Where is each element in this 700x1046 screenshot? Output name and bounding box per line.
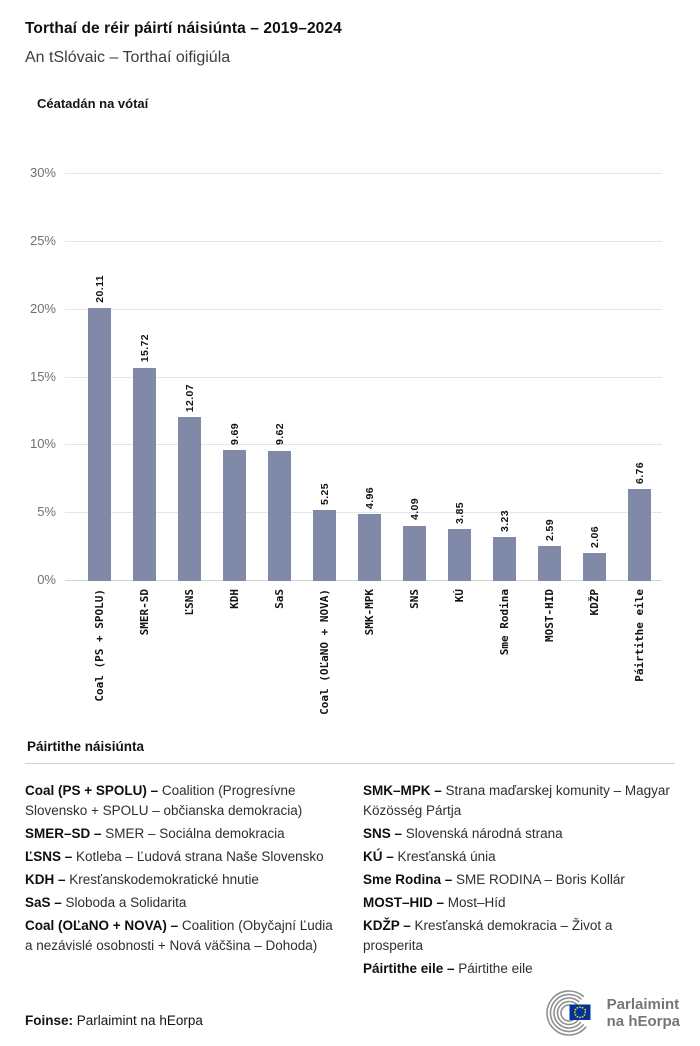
y-tick-label: 30% <box>29 165 56 180</box>
bar-value-label: 20.11 <box>93 275 106 304</box>
bar[interactable] <box>88 308 111 581</box>
party-description: SME RODINA – Boris Kollár <box>452 872 625 887</box>
party-abbreviation: SaS – <box>25 895 62 910</box>
bar-column <box>347 174 392 581</box>
legend-entry <box>25 916 337 956</box>
bar[interactable] <box>628 489 651 581</box>
legend-entry <box>363 893 675 913</box>
bar-column <box>257 174 302 581</box>
x-axis-label: Sme Rodina <box>498 589 511 656</box>
european-parliament-logo <box>544 988 680 1038</box>
bar-value-label: 2.59 <box>543 518 556 541</box>
source-value: Parlaimint na hEorpa <box>76 1013 203 1028</box>
party-legend <box>25 739 675 982</box>
bar-value-label: 4.09 <box>408 498 421 521</box>
x-axis-label: KDŽP <box>588 589 601 616</box>
bar[interactable] <box>133 368 156 581</box>
legend-entry <box>25 781 337 821</box>
x-label-cell <box>392 589 437 739</box>
legend-entry <box>25 824 337 844</box>
bar-value-label: 3.23 <box>498 510 511 533</box>
bar-column <box>122 174 167 581</box>
legend-entry <box>363 916 675 956</box>
party-abbreviation: Coal (OĽaNO + NOVA) – <box>25 918 179 933</box>
party-abbreviation: SMK–MPK – <box>363 783 442 798</box>
bar[interactable] <box>448 529 471 581</box>
x-label-cell <box>77 589 122 739</box>
party-abbreviation: SMER–SD – <box>25 826 102 841</box>
x-axis-label: MOST-HID <box>543 589 556 642</box>
party-abbreviation: KDŽP – <box>363 918 411 933</box>
legend-divider <box>25 763 675 764</box>
y-tick-label: 5% <box>37 504 56 520</box>
party-description: Slovenská národná strana <box>402 826 563 841</box>
x-axis-label: KÚ <box>453 589 466 603</box>
bar-value-label: 2.06 <box>588 526 601 549</box>
x-axis-label: SNS <box>408 589 421 609</box>
bar-column <box>437 174 482 581</box>
x-axis-label: KDH <box>228 589 241 609</box>
party-abbreviation: KDH – <box>25 872 66 887</box>
bar-value-label: 12.07 <box>183 383 196 413</box>
bar[interactable] <box>313 510 336 581</box>
x-label-cell <box>167 589 212 739</box>
x-label-cell <box>572 589 617 739</box>
y-tick-label: 20% <box>29 300 56 316</box>
party-description: Kresťanskodemokratické hnutie <box>65 872 259 887</box>
party-description: Strana maďarskej komunity – Magyar Közösség Pártja <box>363 783 670 818</box>
bar[interactable] <box>583 553 606 581</box>
bar[interactable] <box>358 514 381 581</box>
bar-column <box>212 174 257 581</box>
bar-column <box>572 174 617 581</box>
x-label-cell <box>122 589 167 739</box>
bar-value-label: 3.85 <box>453 501 466 524</box>
bar-value-label: 9.69 <box>228 422 241 445</box>
party-description: Coalition (Progresívne Slovensko + SPOLU – občianska demokracia) <box>25 783 303 818</box>
y-tick-label: 15% <box>29 368 56 384</box>
y-tick-label: 0% <box>37 572 56 587</box>
x-label-cell <box>347 589 392 739</box>
party-description: Coalition (Obyčajní Ľudia a nezávislé osobnosti + Nová väčšina – Dohoda) <box>25 918 333 953</box>
party-abbreviation: Sme Rodina – <box>363 872 453 887</box>
legend-title: Páirtithe náisiúnta <box>27 739 145 754</box>
x-label-cell <box>527 589 572 739</box>
source-line <box>25 1013 203 1028</box>
party-description: SMER – Sociálna demokracia <box>101 826 285 841</box>
page-title: Torthaí de réir páirtí náisiúnta – 2019–2024 <box>25 20 342 37</box>
bars-container <box>77 174 662 581</box>
bar[interactable] <box>493 537 516 581</box>
x-label-cell <box>437 589 482 739</box>
bar-value-label: 9.62 <box>273 423 286 446</box>
legend-entry <box>363 870 675 890</box>
results-bar-chart <box>0 96 700 739</box>
party-abbreviation: ĽSNS – <box>25 849 73 864</box>
footer <box>25 988 680 1038</box>
bar-value-label: 4.96 <box>363 486 376 509</box>
legend-entry <box>363 847 675 867</box>
party-abbreviation: MOST–HID – <box>363 895 445 910</box>
party-description: Páirtithe eile <box>454 961 533 976</box>
legend-entry <box>363 824 675 844</box>
x-axis-label: SMK-MPK <box>363 589 376 636</box>
x-axis-label: Coal (OĽaNO + NOVA) <box>318 589 331 715</box>
y-tick-label: 25% <box>29 232 56 248</box>
legend-column-right <box>363 781 675 982</box>
bar[interactable] <box>403 526 426 581</box>
party-description: Kresťanská únia <box>393 849 496 864</box>
party-description: Kotleba – Ľudová strana Naše Slovensko <box>72 849 324 864</box>
bar-value-label: 6.76 <box>633 462 646 485</box>
bar-value-label: 5.25 <box>318 482 331 505</box>
source-label: Foinse: <box>25 1013 74 1028</box>
legend-column-left <box>25 781 337 982</box>
x-label-cell <box>212 589 257 739</box>
legend-entry <box>363 781 675 821</box>
party-abbreviation: SNS – <box>363 826 403 841</box>
party-abbreviation: Coal (PS + SPOLU) – <box>25 783 159 798</box>
x-label-cell <box>302 589 347 739</box>
bar-column <box>302 174 347 581</box>
party-abbreviation: KÚ – <box>363 849 394 864</box>
x-axis-label: SaS <box>273 589 286 609</box>
legend-entry <box>25 847 337 867</box>
legend-columns <box>25 781 675 982</box>
legend-entry <box>25 870 337 890</box>
party-description: Most–Híd <box>444 895 506 910</box>
plot-area <box>29 165 662 587</box>
bar-column <box>392 174 437 581</box>
header <box>0 0 700 67</box>
bar-column <box>167 174 212 581</box>
y-axis-title: Céatadán na vótaí <box>37 96 149 111</box>
ep-logo-line2: na hEorpa <box>606 1013 680 1030</box>
legend-entry <box>25 893 337 913</box>
party-abbreviation: Páirtithe eile – <box>363 961 455 976</box>
ep-hemicycle-icon <box>544 988 598 1038</box>
y-tick-label: 10% <box>29 436 56 452</box>
ep-logo-text <box>607 996 680 1031</box>
bar[interactable] <box>223 450 246 581</box>
x-axis-label: ĽSNS <box>183 589 196 616</box>
bar-column <box>617 174 662 581</box>
bar-column <box>527 174 572 581</box>
bar-column <box>77 174 122 581</box>
x-axis-label: Páirtithe eile <box>633 589 646 682</box>
ep-logo-line1: Parlaimint <box>606 995 680 1013</box>
x-axis-label: Coal (PS + SPOLU) <box>93 589 106 702</box>
x-label-cell <box>257 589 302 739</box>
legend-entry <box>363 959 675 979</box>
bar[interactable] <box>178 417 201 581</box>
x-axis-label: SMER-SD <box>138 589 151 636</box>
x-axis-labels <box>65 589 662 739</box>
x-label-cell <box>482 589 527 739</box>
bar-column <box>482 174 527 581</box>
bar-value-label: 15.72 <box>138 334 151 363</box>
party-description: Kresťanská demokracia – Život a prosperita <box>363 918 613 953</box>
page-subtitle: An tSlóvaic – Torthaí oifigiúla <box>25 49 231 66</box>
bar[interactable] <box>538 546 561 581</box>
bar[interactable] <box>268 451 291 582</box>
x-label-cell <box>617 589 662 739</box>
party-description: Sloboda a Solidarita <box>61 895 187 910</box>
